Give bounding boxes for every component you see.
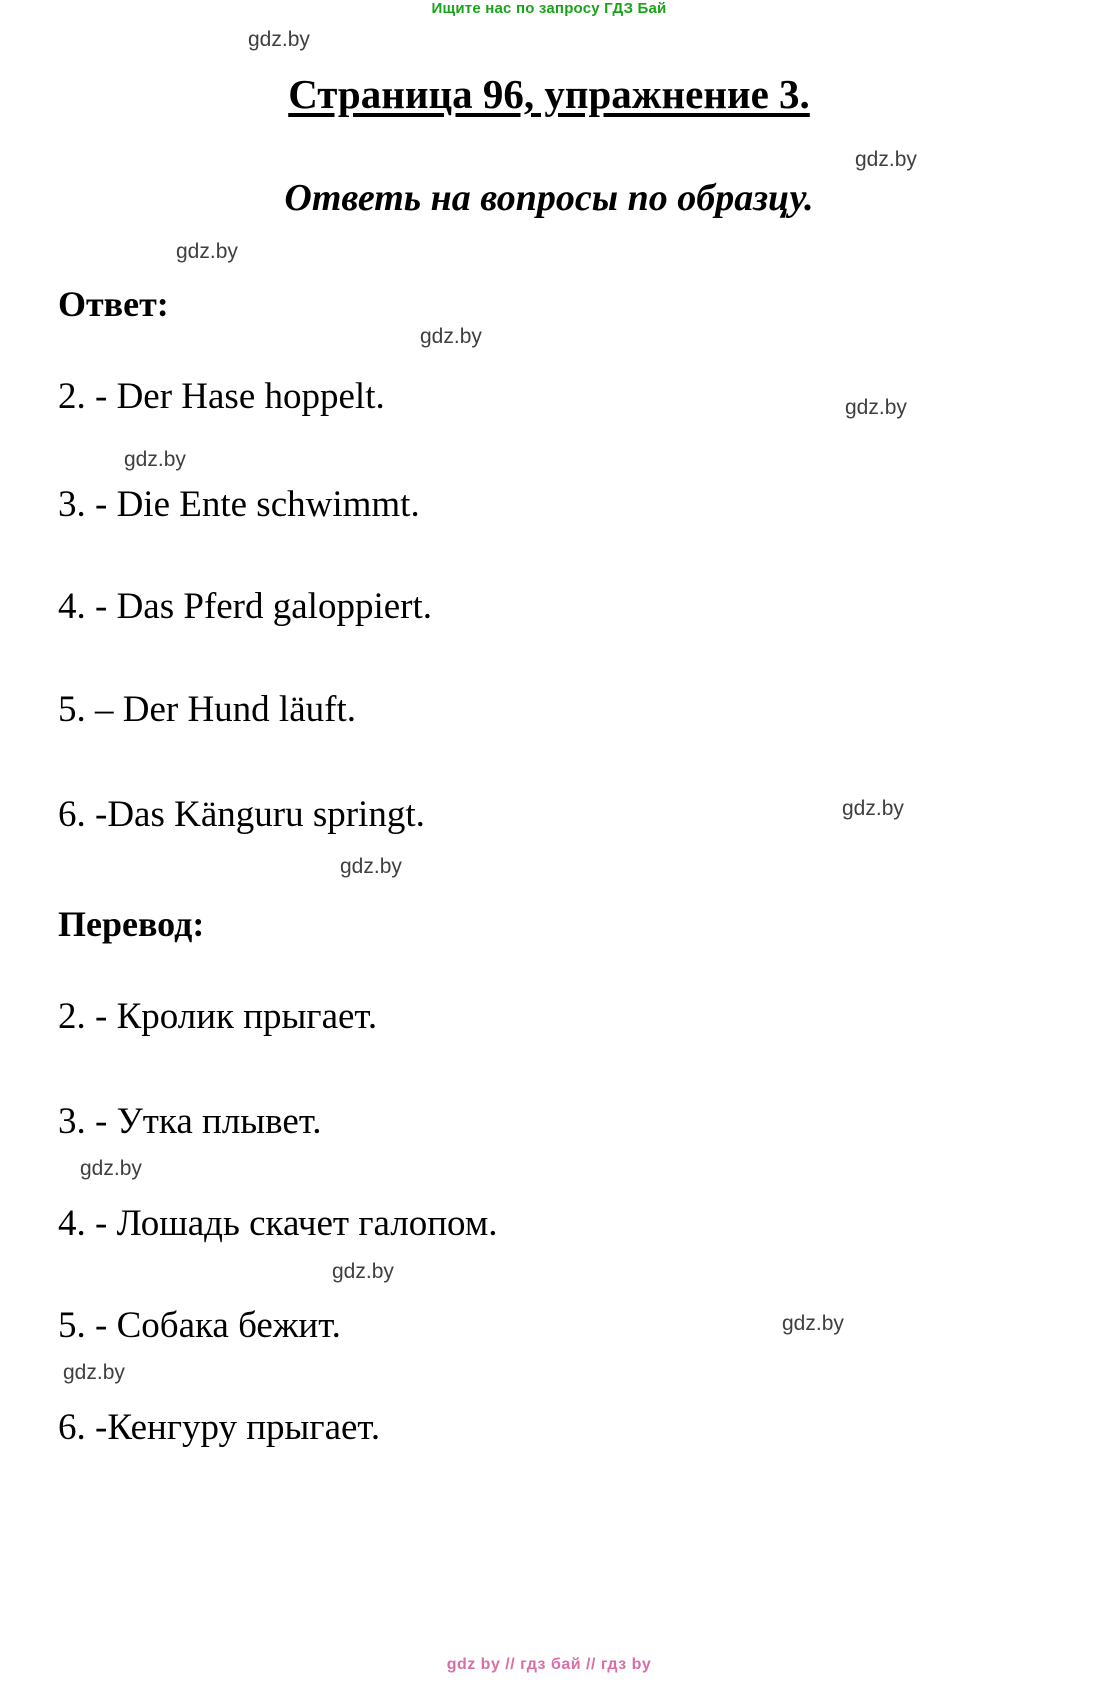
bottom-promo-banner: gdz by // гдз бай // гдз by: [446, 1656, 652, 1673]
watermark: gdz.by: [845, 396, 907, 419]
answer-heading: Ответ:: [58, 284, 169, 324]
watermark: gdz.by: [332, 1260, 394, 1283]
watermark: gdz.by: [63, 1361, 125, 1384]
translation-line-3: 3. - Утка плывет.: [58, 1101, 322, 1142]
translation-line-5: 5. - Собака бежит.: [58, 1305, 341, 1346]
answer-line-6: 6. -Das Känguru springt.: [58, 794, 425, 835]
translation-line-4: 4. - Лошадь скачет галопом.: [58, 1203, 498, 1244]
translation-heading: Перевод:: [58, 904, 205, 944]
top-promo-banner: Ищите нас по запросу ГДЗ Бай: [431, 0, 667, 17]
watermark: gdz.by: [80, 1157, 142, 1180]
answer-line-5: 5. – Der Hund läuft.: [58, 689, 356, 730]
watermark: gdz.by: [248, 28, 310, 51]
translation-line-6: 6. -Кенгуру прыгает.: [58, 1407, 381, 1448]
translation-line-2: 2. - Кролик прыгает.: [58, 996, 378, 1037]
watermark: gdz.by: [176, 240, 238, 263]
watermark: gdz.by: [340, 855, 402, 878]
answer-line-2: 2. - Der Hase hoppelt.: [58, 376, 385, 417]
watermark: gdz.by: [855, 148, 917, 171]
watermark: gdz.by: [420, 325, 482, 348]
task-instruction: Ответь на вопросы по образцу.: [284, 177, 814, 219]
answer-line-4: 4. - Das Pferd galoppiert.: [58, 586, 433, 627]
watermark: gdz.by: [842, 797, 904, 820]
page-title: Страница 96, упражнение 3.: [288, 71, 810, 117]
watermark: gdz.by: [782, 1312, 844, 1335]
answer-line-3: 3. - Die Ente schwimmt.: [58, 484, 420, 525]
watermark: gdz.by: [124, 448, 186, 471]
